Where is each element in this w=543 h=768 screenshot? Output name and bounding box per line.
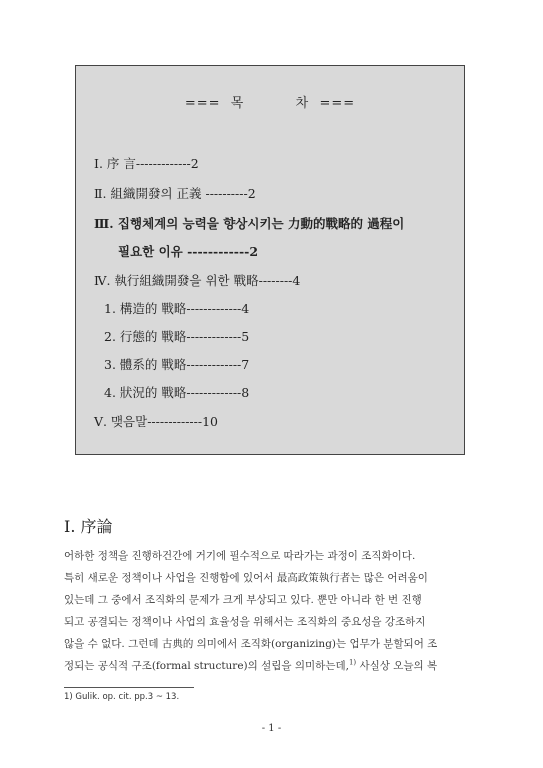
toc-item-1: Ⅰ. 序 言-------------2 [94, 156, 199, 171]
page-number: - 1 - [261, 723, 282, 734]
paragraph-text-tail: 사실상 오늘의 복 [359, 660, 438, 672]
paragraph-line: 있는데 그 중에서 조직화의 문제가 크게 부상되고 있다. 뿐만 아니라 한 번 진행 [64, 594, 422, 606]
toc-item-3: Ⅲ. 집행체계의 능력을 향상시키는 力動的戰略的 過程이 [94, 216, 405, 231]
footnote-marker[interactable]: 1) [348, 658, 357, 667]
toc-subitem-1: 1. 構造的 戰略-------------4 [104, 301, 250, 316]
paragraph-line: 어하한 정책을 진행하건간에 거기에 필수적으로 따라가는 과정이 조직화이다. [64, 550, 416, 562]
table-of-contents [75, 65, 465, 455]
footnote: 1) Gulik. op. cit. pp.3 ~ 13. [64, 692, 180, 702]
toc-subitem-2: 2. 行態的 戰略-------------5 [104, 329, 250, 344]
section-heading: Ⅰ. 序論 [64, 517, 113, 536]
toc-item-2: Ⅱ. 組織開發의 正義 ----------2 [94, 186, 256, 201]
footnote-divider [64, 687, 194, 688]
toc-title: === 목 차 === [184, 96, 356, 111]
paragraph-line-last [64, 658, 437, 673]
paragraph-line: 않을 수 없다. 그런데 古典的 의미에서 조직화(organizing)는 업무가 분할되어 조 [64, 638, 438, 650]
toc-item-3-cont: 필요한 이유 ------------2 [118, 244, 259, 259]
paragraph-text: 정되는 공식적 구조(formal structure)의 설립을 의미하는데, [64, 660, 349, 672]
toc-subitem-4: 4. 狀況的 戰略-------------8 [104, 385, 250, 400]
toc-item-5: Ⅴ. 맺음말-------------10 [94, 414, 219, 429]
paragraph-line: 되고 공결되는 정책이나 사업의 효율성을 위해서는 조직화의 중요성을 강조하지 [64, 616, 426, 628]
toc-subitem-3: 3. 體系的 戰略-------------7 [104, 357, 250, 372]
toc-item-4: Ⅳ. 執行組織開發을 위한 戰略--------4 [94, 273, 301, 288]
paragraph-line: 특히 새로운 정책이나 사업을 진행함에 있어서 最高政策執行者는 많은 어려움이 [64, 572, 428, 584]
